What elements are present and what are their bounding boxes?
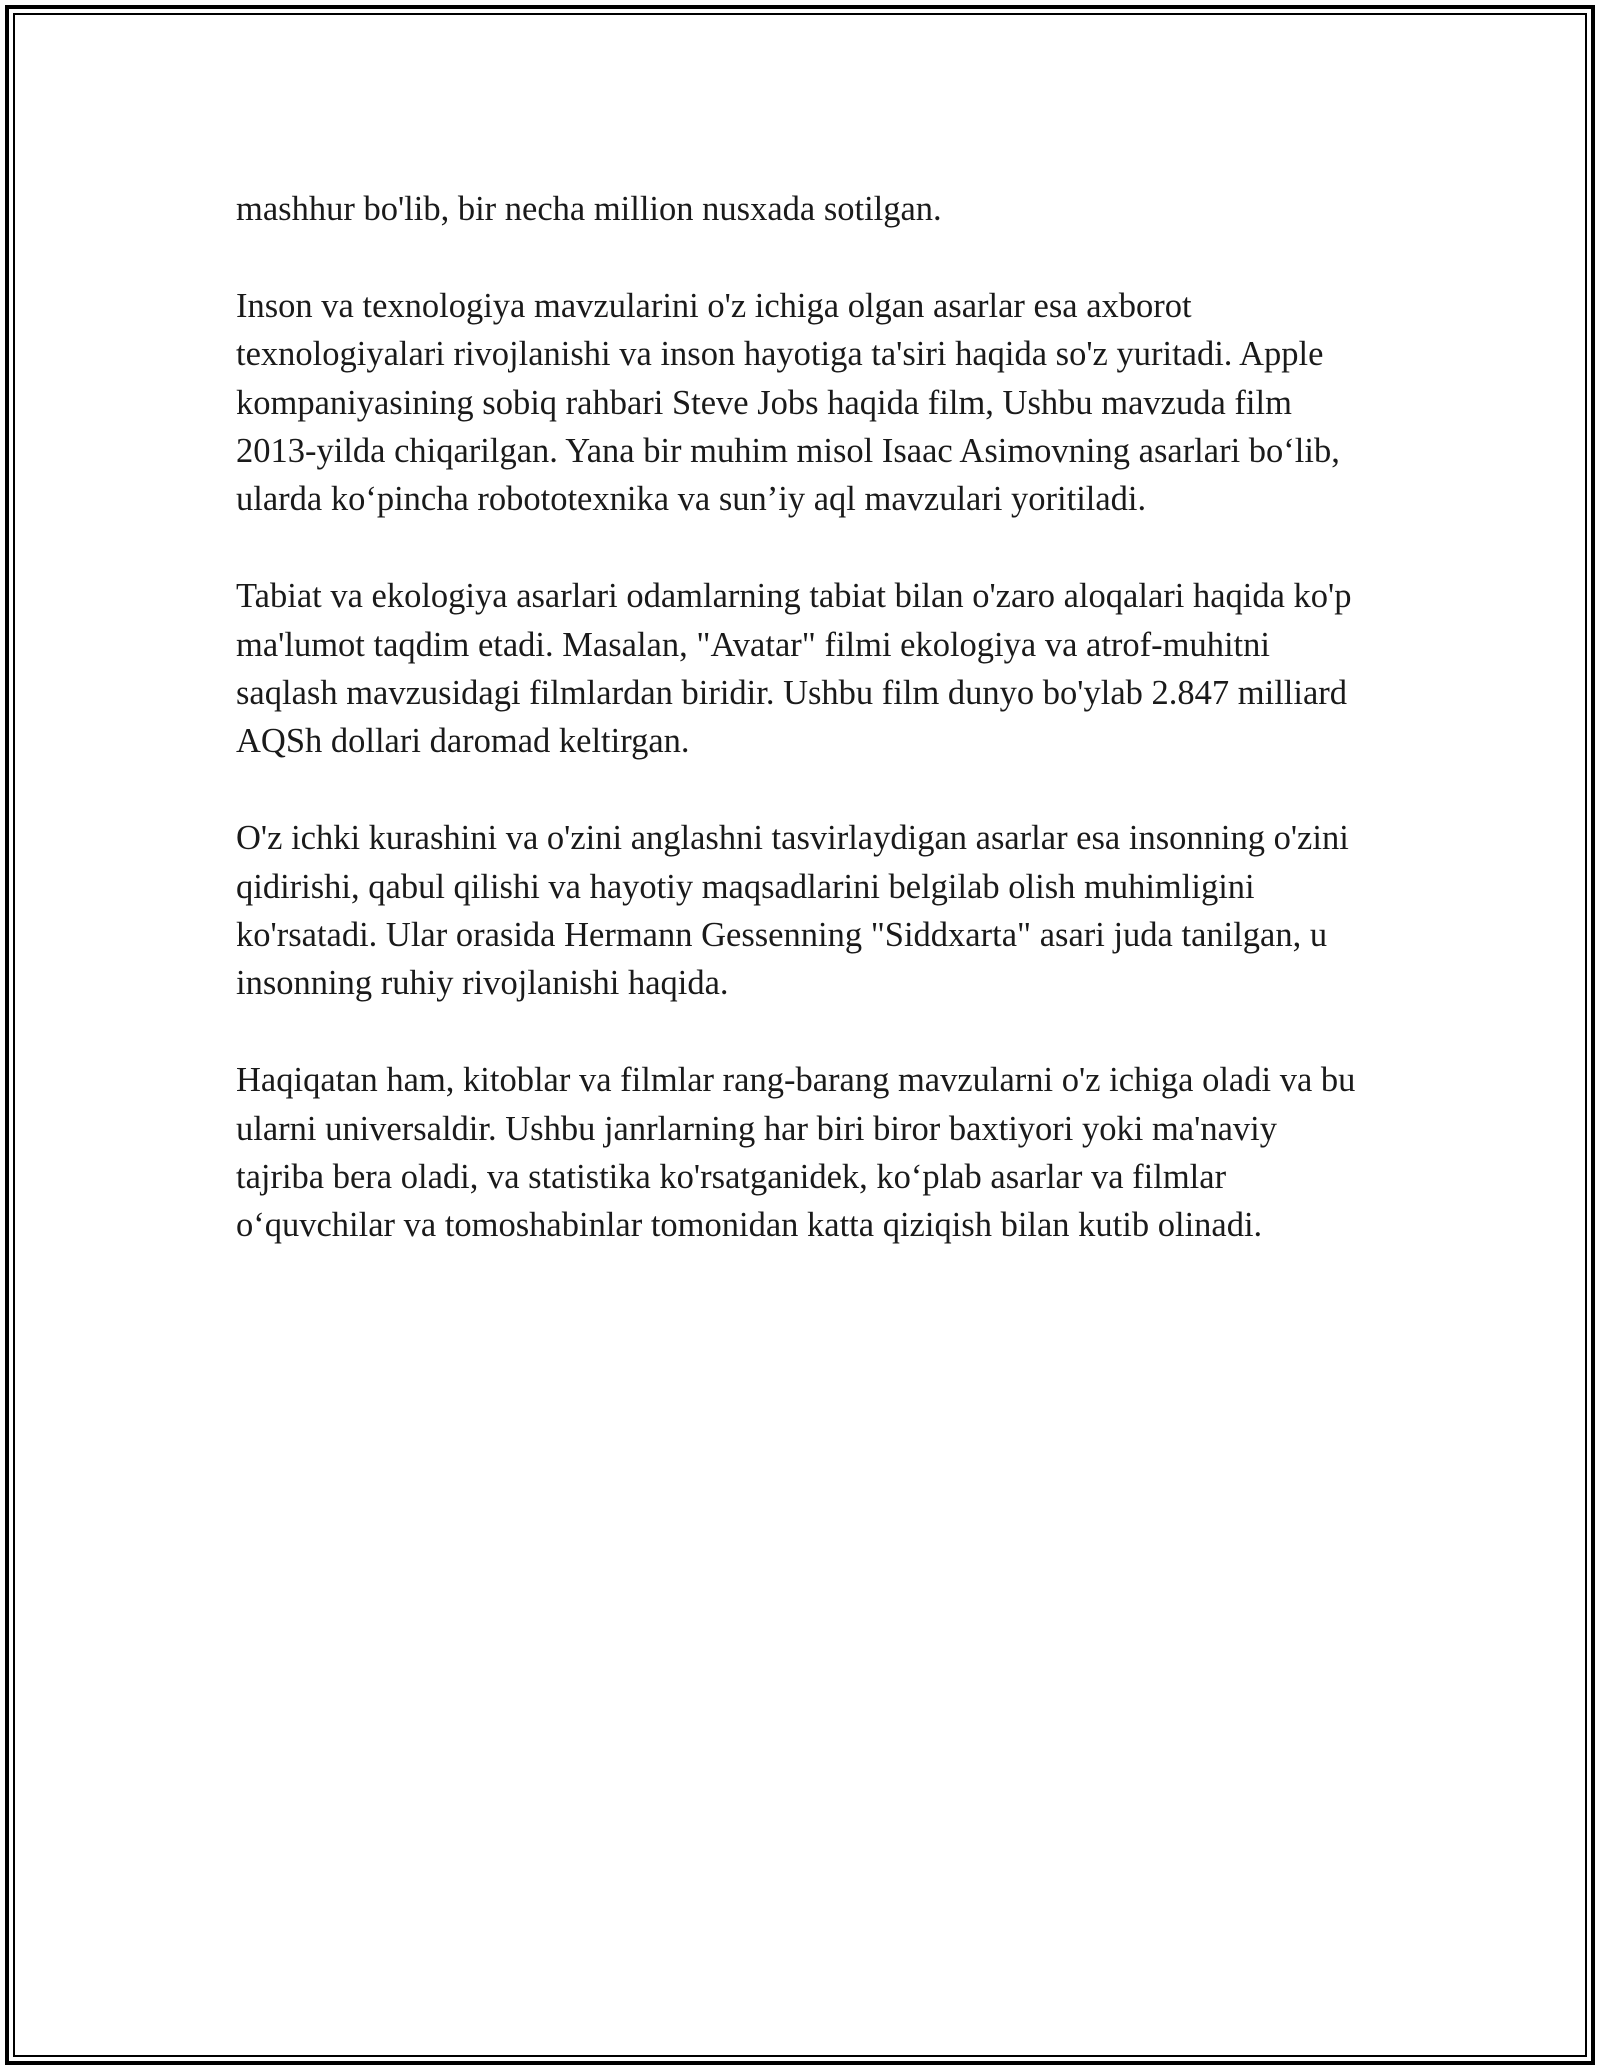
paragraph-self-discovery: O'z ichki kurashini va o'zini anglashni tasvirlaydigan asarlar esa insonning o'zini qidirishi, qabul qilishi va hayotiy maqsadlarini belgilab olish muhimligini ko'rsatadi. Ular orasida Hermann Gessenning "Siddxarta" asari juda tanilgan, u insonning ruhiy rivojlanishi haqida. — [236, 819, 1349, 1003]
paragraph-continuation: mashhur bo'lib, bir necha million nusxada sotilgan. — [236, 190, 942, 228]
document-body — [236, 185, 1366, 1250]
paragraph-technology: Inson va texnologiya mavzularini o'z ichiga olgan asarlar esa axborot texnologiyalari rivojlanishi va inson hayotiga ta'siri haqida so'z yuritadi. Apple kompaniyasining sobiq rahbari Steve Jobs haqida film, Ushbu mavzuda film 2013-yilda chiqarilgan. Yana bir muhim misol Isaac Asimovning asarlari bo‘lib, ularda ko‘pincha robototexnika va sun’iy aql mavzulari yoritiladi. — [236, 286, 1340, 519]
paragraph-conclusion: Haqiqatan ham, kitoblar va filmlar rang-barang mavzularni o'z ichiga oladi va bu ularni universaldir. Ushbu janrlarning har biri biror baxtiyori yoki ma'naviy tajriba bera oladi, va statistika ko'rsatganidek, ko‘plab asarlar va filmlar o‘quvchilar va tomoshabinlar tomonidan katta qiziqish bilan kutib olinadi. — [236, 1061, 1356, 1245]
paragraph-ecology: Tabiat va ekologiya asarlari odamlarning tabiat bilan o'zaro aloqalari haqida ko'p ma'lumot taqdim etadi. Masalan, "Avatar" filmi ekologiya va atrof-muhitni saqlash mavzusidagi filmlardan biridir. Ushbu film dunyo bo'ylab 2.847 milliard AQSh dollari daromad keltirgan. — [236, 577, 1352, 761]
